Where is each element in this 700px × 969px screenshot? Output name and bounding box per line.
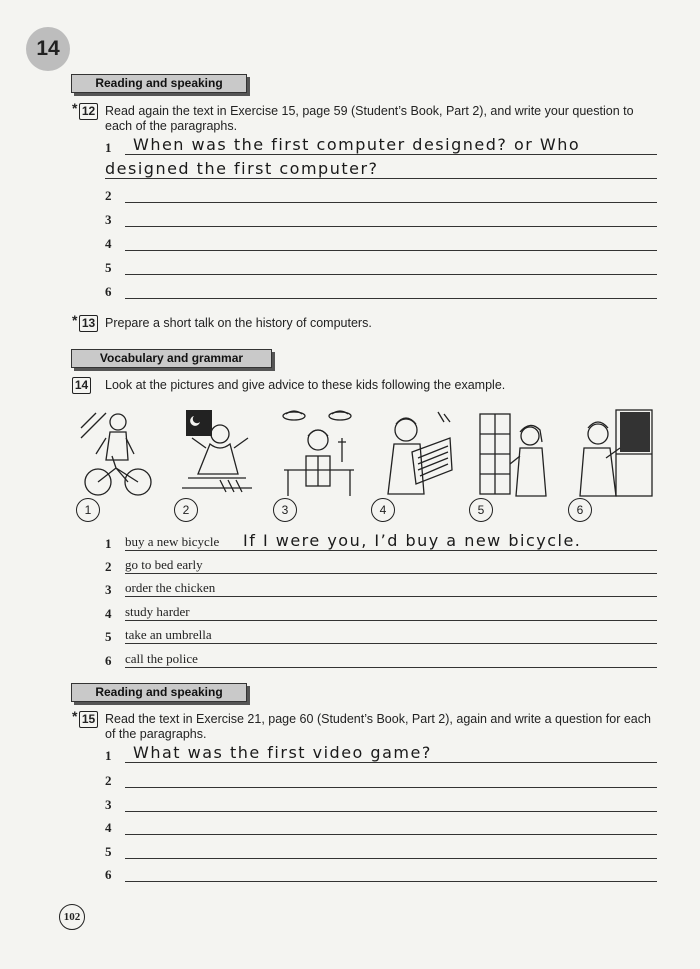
exercise-instruction: Prepare a short talk on the history of computers.: [105, 316, 372, 330]
handwritten-answer: What was the first video game?: [133, 743, 432, 762]
answer-line[interactable]: [105, 771, 657, 791]
writing-line: [125, 834, 657, 835]
writing-line: [105, 178, 657, 179]
line-number: 4: [105, 820, 112, 835]
writing-line: [125, 643, 657, 644]
line-number: 6: [105, 284, 112, 299]
section-header-vocabulary-grammar: Vocabulary and grammar: [71, 349, 272, 368]
optional-star: *: [72, 312, 78, 328]
writing-line: [125, 762, 657, 763]
prompt-text: buy a new bicycle: [125, 534, 223, 550]
writing-line: [125, 202, 657, 203]
exercise-number: 15: [79, 711, 98, 728]
answer-line[interactable]: [105, 743, 657, 766]
line-number: 6: [105, 653, 112, 668]
writing-line: [125, 787, 657, 788]
answer-line[interactable]: [105, 651, 657, 671]
exercise-instruction: Look at the pictures and give advice to these kids following the example.: [105, 378, 506, 392]
writing-line: [125, 298, 657, 299]
answer-line[interactable]: [105, 258, 657, 278]
answer-line[interactable]: [105, 234, 657, 254]
line-number: 1: [105, 748, 112, 763]
exercise-number: 12: [79, 103, 98, 120]
answer-line[interactable]: [105, 531, 657, 554]
line-number: 2: [105, 773, 112, 788]
picture-number: 3: [273, 498, 297, 522]
line-number: 1: [105, 140, 112, 155]
writing-line: [125, 881, 657, 882]
line-number: 3: [105, 797, 112, 812]
answer-line[interactable]: [105, 627, 657, 647]
line-number: 1: [105, 536, 112, 551]
page-number: 102: [59, 904, 85, 930]
answer-line[interactable]: [105, 557, 657, 577]
boy-with-book-icon: [378, 408, 456, 498]
answer-line[interactable]: [105, 842, 657, 862]
answer-line[interactable]: [105, 604, 657, 624]
section-header-reading-speaking: Reading and speaking: [71, 74, 247, 93]
writing-line: [125, 858, 657, 859]
prompt-text: go to bed early: [125, 557, 207, 573]
line-number: 3: [105, 582, 112, 597]
answer-line[interactable]: [105, 186, 657, 206]
section-header-reading-speaking: Reading and speaking: [71, 683, 247, 702]
picture-number: 2: [174, 498, 198, 522]
unit-number-badge: 14: [26, 27, 70, 71]
writing-line: [125, 274, 657, 275]
answer-line[interactable]: [105, 159, 657, 182]
line-number: 5: [105, 844, 112, 859]
picture-number: 6: [568, 498, 592, 522]
exercise-15: [72, 708, 660, 744]
answer-line[interactable]: [105, 795, 657, 815]
optional-star: *: [72, 100, 78, 116]
line-number: 6: [105, 867, 112, 882]
exercise-13: [72, 312, 660, 332]
writing-line: [125, 226, 657, 227]
exercise-12: [72, 100, 660, 136]
writing-line: [125, 596, 657, 597]
line-number: 5: [105, 260, 112, 275]
girl-in-rain-icon: [476, 408, 554, 498]
exercise-number: 14: [72, 377, 91, 394]
line-number: 2: [105, 559, 112, 574]
writing-line: [125, 250, 657, 251]
answer-line[interactable]: [105, 282, 657, 302]
answer-line[interactable]: [105, 818, 657, 838]
handwritten-answer: designed the first computer?: [105, 159, 379, 178]
boy-with-bicycle-icon: [76, 408, 154, 498]
writing-line: [125, 667, 657, 668]
tired-boy-at-night-icon: [178, 408, 256, 498]
exercise-instruction: Read again the text in Exercise 15, page 59 (Student’s Book, Part 2), and write your question to each of the paragraphs.: [105, 104, 634, 133]
girl-with-menu-icon: [280, 408, 358, 498]
exercise-instruction: Read the text in Exercise 21, page 60 (Student’s Book, Part 2), again and write a question for each of the paragraphs.: [105, 712, 651, 741]
writing-line: [125, 620, 657, 621]
line-number: 2: [105, 188, 112, 203]
exercise-14: [72, 378, 660, 394]
writing-line: [125, 573, 657, 574]
exercise-number: 13: [79, 315, 98, 332]
answer-line[interactable]: [105, 210, 657, 230]
boy-at-window-icon: [576, 408, 654, 498]
handwritten-answer: If I were you, I’d buy a new bicycle.: [243, 531, 582, 550]
picture-strip: [76, 408, 656, 520]
prompt-text: order the chicken: [125, 580, 219, 596]
picture-number: 1: [76, 498, 100, 522]
prompt-text: take an umbrella: [125, 627, 216, 643]
writing-line: [125, 550, 657, 551]
line-number: 4: [105, 606, 112, 621]
optional-star: *: [72, 708, 78, 724]
answer-line[interactable]: [105, 135, 657, 158]
picture-number: 4: [371, 498, 395, 522]
prompt-text: study harder: [125, 604, 194, 620]
line-number: 3: [105, 212, 112, 227]
answer-line[interactable]: [105, 865, 657, 885]
line-number: 5: [105, 629, 112, 644]
writing-line: [125, 811, 657, 812]
picture-number: 5: [469, 498, 493, 522]
prompt-text: call the police: [125, 651, 202, 667]
writing-line: [125, 154, 657, 155]
line-number: 4: [105, 236, 112, 251]
handwritten-answer: When was the first computer designed? or Who: [133, 135, 581, 154]
answer-line[interactable]: [105, 580, 657, 600]
